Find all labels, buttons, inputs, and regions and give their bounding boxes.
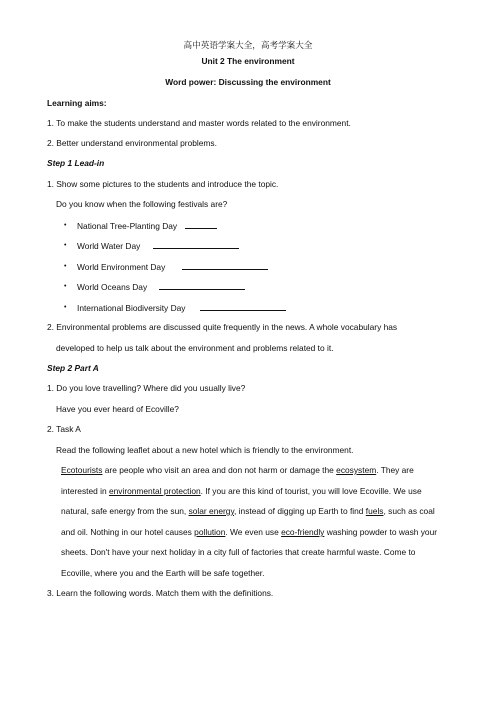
leaflet-line-6: Ecoville, where you and the Earth will be safe together. bbox=[61, 568, 265, 578]
lesson-title: Word power: Discussing the environment bbox=[165, 77, 331, 87]
step2-question-1: 1. Do you love travelling? Where did you usually live? bbox=[47, 383, 246, 393]
keyword: ecosystem bbox=[336, 465, 377, 475]
step1-question: Do you know when the following festivals are? bbox=[56, 199, 228, 209]
header-title: 高中英语学案大全，高考学案大全 bbox=[183, 41, 313, 51]
festival-name: World Water Day bbox=[77, 241, 141, 251]
leaflet-text: natural, safe energy from the sun, bbox=[61, 506, 189, 516]
leaflet-text: . We even use bbox=[225, 527, 282, 537]
bullet: • bbox=[64, 242, 67, 249]
leaflet-text: interested in bbox=[61, 486, 109, 496]
festival-name: International Biodiversity Day bbox=[77, 303, 186, 313]
keyword: pollution bbox=[194, 527, 226, 537]
task-a-intro: Read the following leaflet about a new hotel which is friendly to the environment. bbox=[56, 445, 354, 455]
festival-item bbox=[77, 281, 245, 293]
step2-heading: Step 2 Part A bbox=[47, 363, 99, 373]
leaflet-text: , such as coal bbox=[383, 506, 435, 516]
leaflet-text: , instead of digging up Earth to find bbox=[234, 506, 366, 516]
festival-name: World Oceans Day bbox=[77, 282, 148, 292]
leaflet-line-4 bbox=[61, 527, 437, 538]
leaflet-text: . If you are this kind of tourist, you will love Ecoville. We use bbox=[200, 486, 422, 496]
leaflet-line-5: sheets. Don't have your next holiday in a city full of factories that create harmful waste. Come to bbox=[61, 547, 416, 557]
answer-blank[interactable] bbox=[159, 281, 245, 290]
leaflet-text: and oil. Nothing in our hotel causes bbox=[61, 527, 195, 537]
keyword: environmental protection bbox=[108, 486, 201, 496]
answer-blank[interactable] bbox=[185, 220, 217, 229]
bullet: • bbox=[64, 304, 67, 311]
step2-question-1b: Have you ever heard of Ecoville? bbox=[56, 404, 179, 414]
festival-item bbox=[77, 220, 217, 232]
keyword: solar energy bbox=[188, 506, 235, 516]
leaflet-line-2 bbox=[61, 486, 422, 497]
bullet: • bbox=[64, 263, 67, 270]
festival-item bbox=[77, 261, 268, 273]
answer-blank[interactable] bbox=[182, 261, 268, 270]
task-a-label: 2. Task A bbox=[47, 424, 81, 434]
festival-name: World Environment Day bbox=[77, 262, 166, 272]
festival-item bbox=[77, 240, 239, 252]
leaflet-line-3 bbox=[61, 506, 435, 517]
bullet: • bbox=[64, 222, 67, 229]
leaflet-text: washing powder to wash your bbox=[324, 527, 438, 537]
leaflet-text: . They are bbox=[376, 465, 414, 475]
aim-item-2: 2. Better understand environmental problems. bbox=[47, 138, 217, 148]
aim-item-1: 1. To make the students understand and master words related to the environment. bbox=[47, 118, 351, 128]
step2-question-3: 3. Learn the following words. Match them with the definitions. bbox=[47, 588, 274, 598]
leaflet-line-1 bbox=[61, 465, 414, 476]
answer-blank[interactable] bbox=[200, 302, 286, 311]
answer-blank[interactable] bbox=[153, 240, 239, 249]
leaflet-text: are people who visit an area and don not harm or damage the bbox=[102, 465, 337, 475]
unit-title: Unit 2 The environment bbox=[201, 56, 295, 66]
keyword: eco-friendly bbox=[281, 527, 325, 537]
step1-heading: Step 1 Lead-in bbox=[47, 158, 105, 168]
keyword: Ecotourists bbox=[61, 465, 103, 475]
step1-point2-line1: 2. Environmental problems are discussed quite frequently in the news. A whole vocabulary has bbox=[47, 322, 398, 332]
step1-point2-line2: developed to help us talk about the environment and problems related to it. bbox=[56, 343, 334, 353]
keyword: fuels bbox=[365, 506, 384, 516]
step1-intro: 1. Show some pictures to the students and introduce the topic. bbox=[47, 179, 279, 189]
aims-heading: Learning aims: bbox=[47, 98, 107, 108]
bullet: • bbox=[64, 283, 67, 290]
festival-name: National Tree-Planting Day bbox=[77, 221, 178, 231]
festival-item bbox=[77, 302, 286, 314]
